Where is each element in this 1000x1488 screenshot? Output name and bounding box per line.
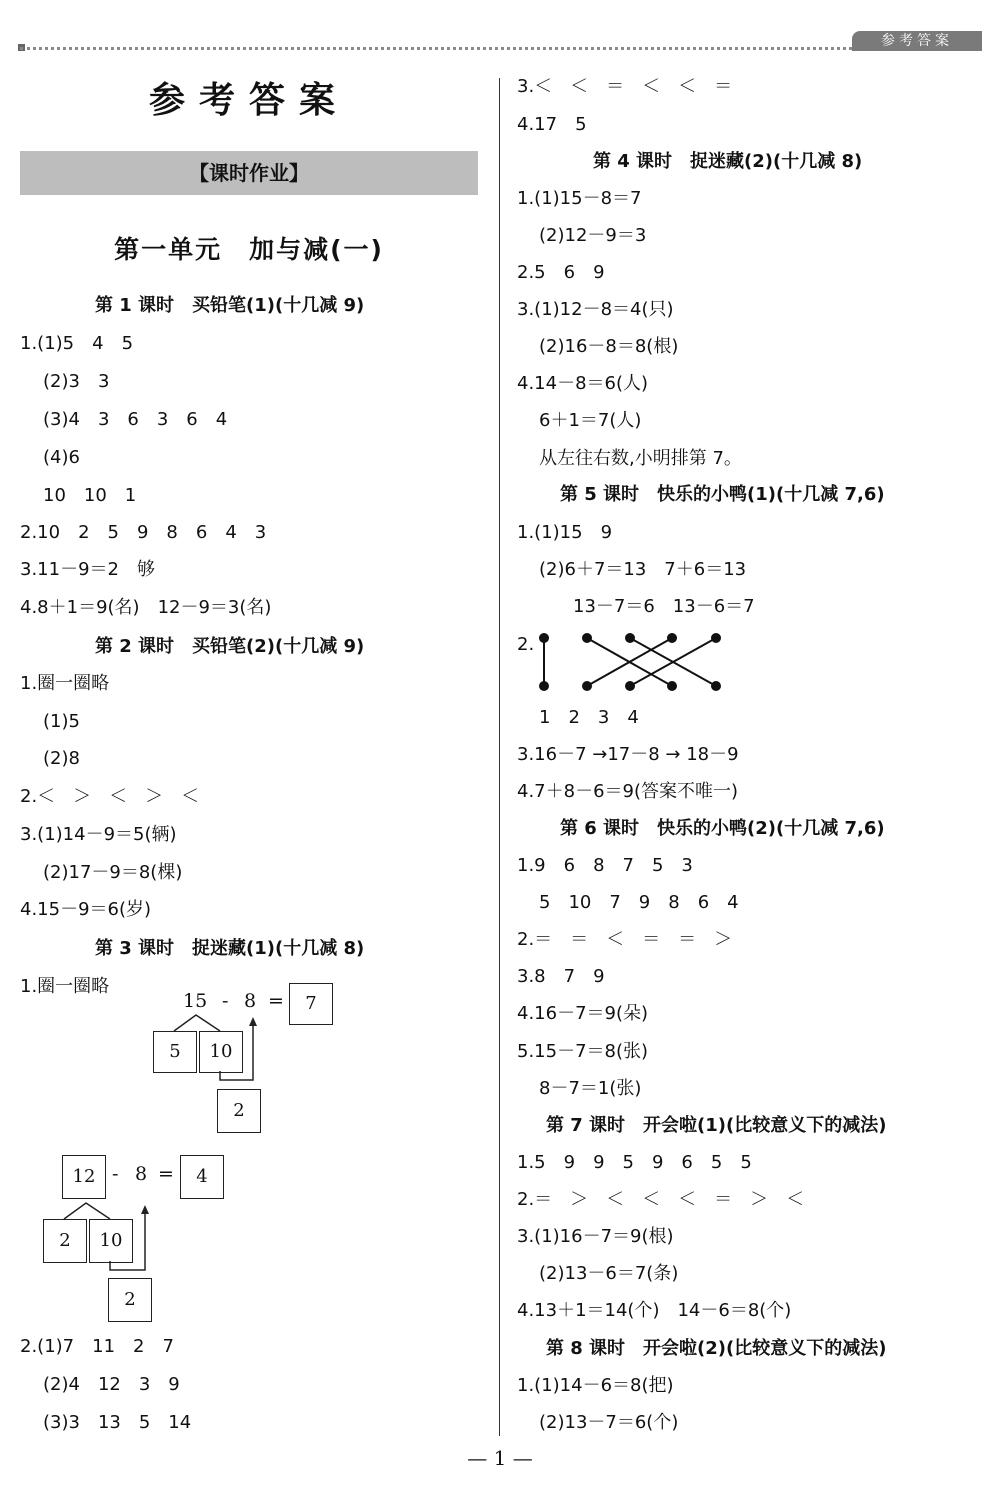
page-number: — 1 —: [467, 1446, 533, 1470]
equals-sign: =: [158, 1163, 174, 1185]
unit-title: 第一单元 加与减(一): [114, 235, 384, 264]
lesson-6-title: 第 6 课时 快乐的小鸭(2)(十几减 7,6): [560, 818, 885, 839]
answer-line: 2.＝ ＝ ＜ ＝ ＝ ＞: [517, 929, 733, 950]
answer-line: 4.17 5: [517, 114, 587, 135]
lesson-7-title: 第 7 课时 开会啦(1)(比较意义下的减法): [546, 1115, 887, 1136]
header-tag: 参考答案: [852, 31, 982, 51]
lesson-4-title: 第 4 课时 捉迷藏(2)(十几减 8): [593, 151, 863, 172]
answer-line: (2)6＋7＝13 7＋6＝13: [539, 559, 747, 580]
split-box: 10: [199, 1031, 243, 1073]
minuend-box: 12: [62, 1155, 106, 1199]
header-dotted-line: [20, 47, 852, 50]
answer-line: 4.13＋1＝14(个) 14－6＝8(个): [517, 1300, 792, 1321]
subtrahend: 8: [135, 1163, 148, 1185]
answer-line: 3.(1)16－7＝9(根): [517, 1226, 674, 1247]
lesson-5-title: 第 5 课时 快乐的小鸭(1)(十几减 7,6): [560, 484, 885, 505]
answer-line: 3.(1)12－8＝4(只): [517, 299, 674, 320]
answer-line: 5 10 7 9 8 6 4: [539, 892, 739, 913]
answer-line: 4.7＋8－6＝9(答案不唯一): [517, 781, 739, 802]
minus-sign: -: [222, 990, 229, 1012]
answer-line: 4.15－9＝6(岁): [20, 899, 152, 920]
split-box: 5: [153, 1031, 197, 1073]
page-title: 参考答案: [148, 80, 349, 121]
difference-box: 2: [108, 1278, 152, 1322]
answer-line: 8－7＝1(张): [539, 1078, 642, 1099]
answer-line: 从左往右数,小明排第 7。: [539, 448, 742, 469]
answer-line: 3.8 7 9: [517, 966, 605, 987]
section-band: 【课时作业】: [20, 151, 478, 195]
answer-line: (2)12－9＝3: [539, 225, 647, 246]
lesson-1-title: 第 1 课时 买铅笔(1)(十几减 9): [95, 295, 365, 316]
lesson-8-title: 第 8 课时 开会啦(2)(比较意义下的减法): [546, 1338, 887, 1359]
answer-line: (2)17－9＝8(棵): [43, 862, 183, 883]
column-divider: [499, 78, 500, 1436]
answer-line: (3)4 3 6 3 6 4: [43, 409, 228, 430]
answer-line: 13－7＝6 13－6＝7: [573, 596, 755, 617]
result-box: 7: [289, 983, 333, 1025]
split-box: 10: [89, 1219, 133, 1263]
answer-line: 2.5 6 9: [517, 262, 605, 283]
answer-line: 1.5 9 9 5 9 6 5 5: [517, 1152, 752, 1173]
answer-line: 4.14－8＝6(人): [517, 373, 649, 394]
answer-line: 5.15－7＝8(张): [517, 1041, 649, 1062]
answer-line: 3.11－9＝2 够: [20, 559, 155, 580]
answer-line: 3.16－7 →17－8 → 18－9: [517, 744, 739, 765]
answer-line: (2)13－7＝6(个): [539, 1412, 679, 1433]
minus-sign: -: [112, 1163, 119, 1185]
answer-line: 1.(1)5 4 5: [20, 333, 134, 354]
subtrahend: 8: [244, 990, 257, 1012]
minuend: 15: [183, 990, 208, 1012]
difference-box: 2: [217, 1089, 261, 1133]
answer-line: 1.9 6 8 7 5 3: [517, 855, 693, 876]
answer-line: 4.16－7＝9(朵): [517, 1003, 649, 1024]
answer-line: 4.8＋1＝9(名) 12－9＝3(名): [20, 597, 272, 618]
answer-line: (2)8: [43, 748, 80, 769]
answer-line: (1)5: [43, 711, 80, 732]
split-box: 2: [43, 1219, 87, 1263]
answer-line: (2)13－6＝7(条): [539, 1263, 679, 1284]
answer-line: 3.＜ ＜ ＝ ＜ ＜ ＝: [517, 76, 733, 97]
answer-line: 1.(1)15 9: [517, 522, 613, 543]
answer-line: 10 10 1: [43, 485, 137, 506]
answer-line: (4)6: [43, 447, 80, 468]
matching-diagram: [0, 0, 1, 1]
answer-line: 2.: [517, 634, 535, 655]
answer-line: 1.(1)15－8＝7: [517, 188, 642, 209]
answer-line: 1.(1)14－6＝8(把): [517, 1375, 674, 1396]
answer-line: (2)3 3: [43, 371, 110, 392]
result-box: 4: [180, 1155, 224, 1199]
equals-sign: =: [268, 990, 284, 1012]
answer-line: 1.圈一圈略: [20, 673, 110, 694]
answer-line: 2.(1)7 11 2 7: [20, 1336, 174, 1357]
answer-line: (3)3 13 5 14: [43, 1412, 192, 1433]
answer-line: (2)4 12 3 9: [43, 1374, 180, 1395]
answer-line: 1 2 3 4: [539, 707, 639, 728]
answer-line: 2.10 2 5 9 8 6 4 3: [20, 522, 267, 543]
lesson-3-title: 第 3 课时 捉迷藏(1)(十几减 8): [95, 938, 365, 959]
answer-line: 1.圈一圈略: [20, 976, 110, 997]
answer-line: 6＋1＝7(人): [539, 410, 642, 431]
answer-line: 2.＝ ＞ ＜ ＜ ＜ ＝ ＞ ＜: [517, 1189, 805, 1210]
answer-line: 2.＜ ＞ ＜ ＞ ＜: [20, 786, 200, 807]
answer-line: 3.(1)14－9＝5(辆): [20, 824, 177, 845]
lesson-2-title: 第 2 课时 买铅笔(2)(十几减 9): [95, 636, 365, 657]
answer-line: (2)16－8＝8(根): [539, 336, 679, 357]
